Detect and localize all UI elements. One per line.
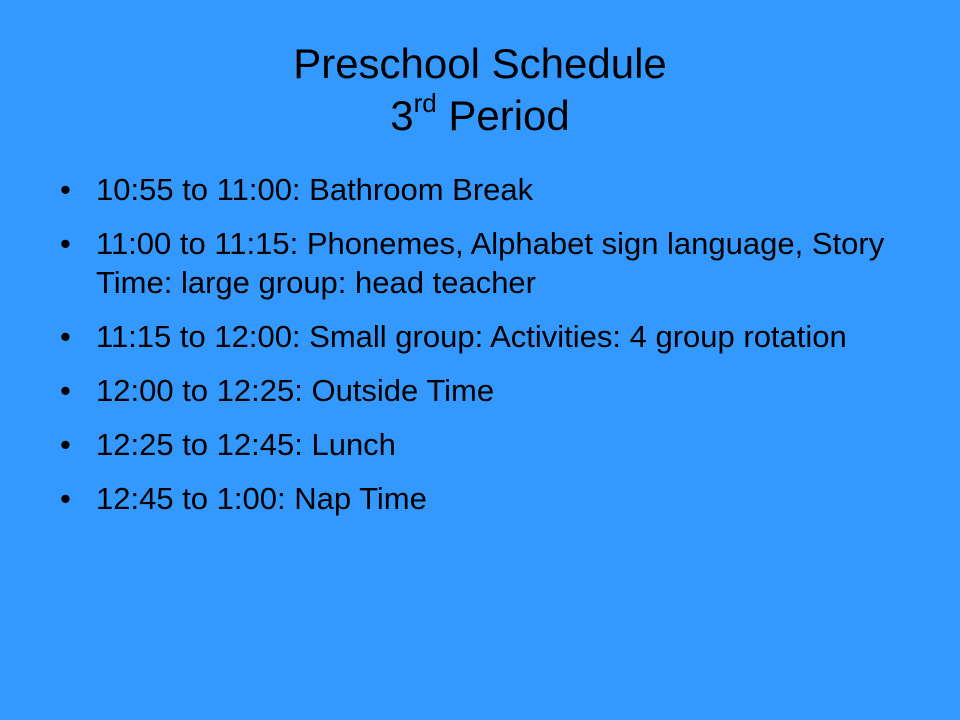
slide-title: [0, 38, 960, 142]
schedule-item: [58, 479, 908, 518]
bullet-icon: •: [60, 373, 71, 408]
title-line-1: Preschool Schedule: [293, 40, 667, 87]
schedule-list: [58, 170, 908, 533]
title-period-number: 3: [390, 92, 414, 139]
schedule-item-text: 12:00 to 12:25: Outside Time: [96, 373, 495, 408]
schedule-item: [58, 425, 908, 464]
schedule-item: [58, 224, 908, 302]
bullet-icon: •: [60, 226, 71, 261]
title-line-2: [0, 90, 960, 142]
bullet-icon: •: [60, 172, 71, 207]
schedule-item-text: 11:00 to 11:15: Phonemes, Alphabet sign language, Story Time: large group: head teacher: [96, 226, 885, 300]
bullet-icon: •: [60, 481, 71, 516]
schedule-item: [58, 317, 908, 356]
bullet-icon: •: [60, 319, 71, 354]
title-period-ordinal: rd: [413, 88, 437, 118]
schedule-item-text: 12:45 to 1:00: Nap Time: [96, 481, 427, 516]
schedule-item-text: 11:15 to 12:00: Small group: Activities: 4 group rotation: [96, 319, 847, 354]
bullet-icon: •: [60, 427, 71, 462]
schedule-item: [58, 170, 908, 209]
schedule-item: [58, 371, 908, 410]
schedule-item-text: 12:25 to 12:45: Lunch: [96, 427, 396, 462]
title-period-word: Period: [436, 92, 570, 139]
schedule-item-text: 10:55 to 11:00: Bathroom Break: [96, 172, 534, 207]
